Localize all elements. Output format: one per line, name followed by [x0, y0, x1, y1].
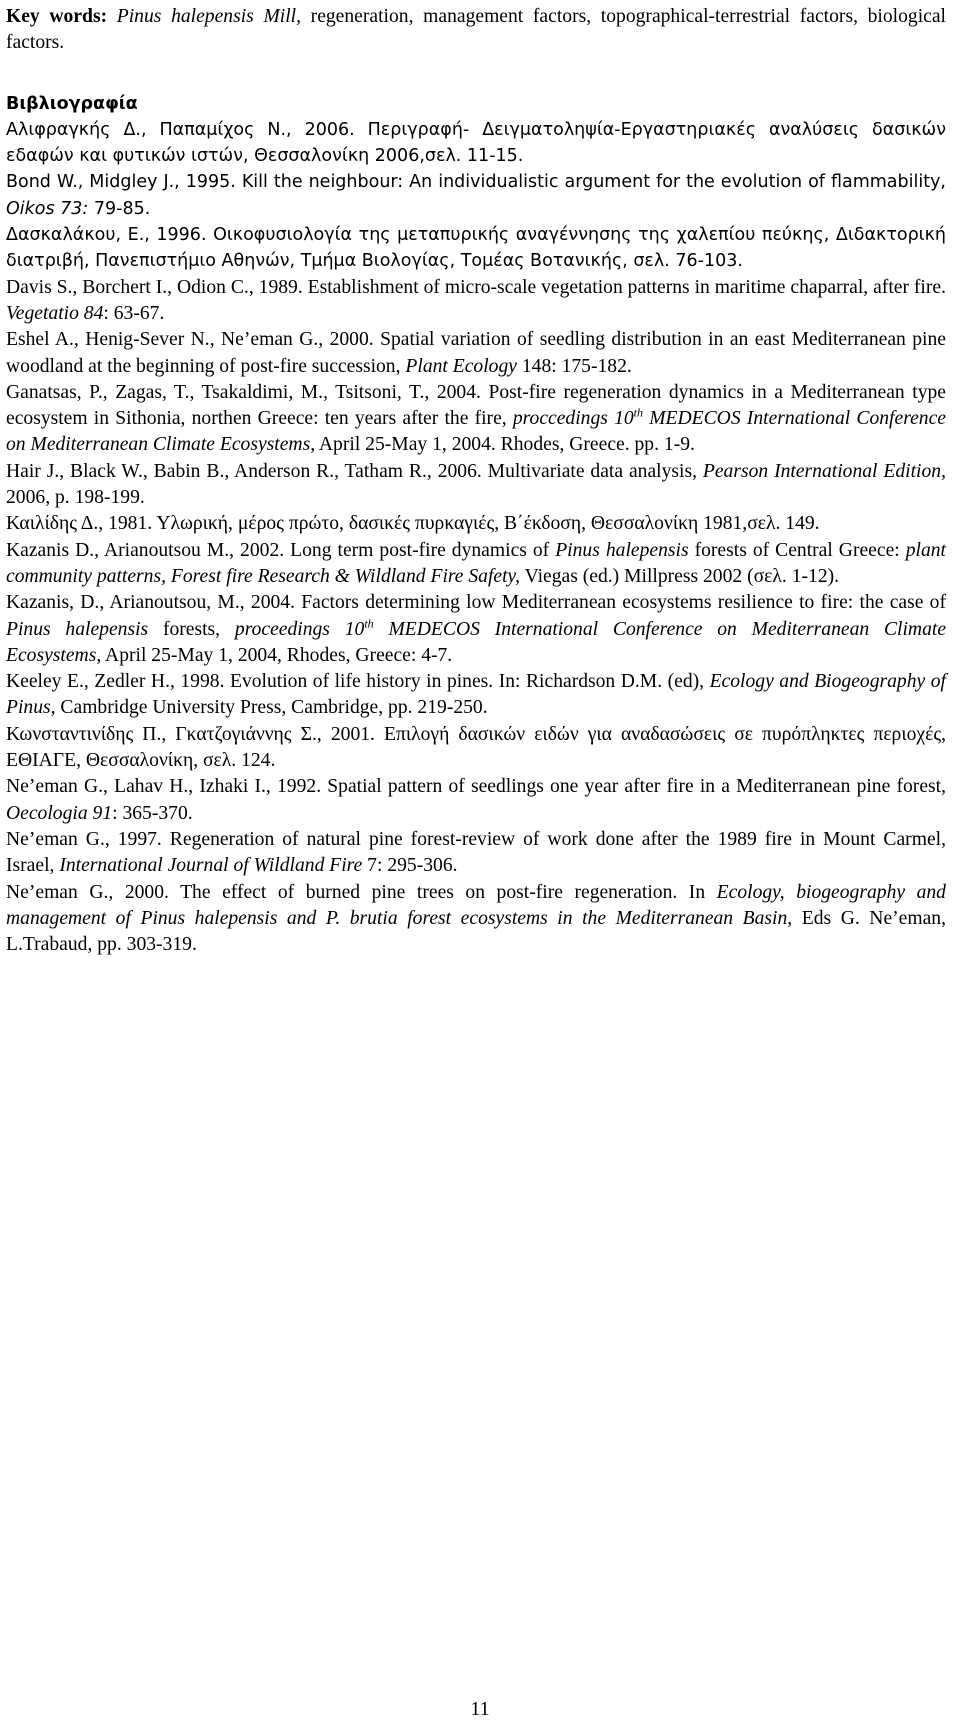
ref-text: Kazanis D., Arianoutsou M., 2002. Long term post-fire dynamics of — [6, 539, 556, 561]
ref-superscript: th — [364, 616, 374, 630]
ref-publisher: Pearson International Edition — [702, 460, 942, 482]
reference-ganatsas — [6, 380, 946, 459]
ref-text: Eshel A., Henig-Sever N., Ne’eman G., 2000. Spatial variation of seedling distribution in an east Mediterranean pine woodland at the beginning of post-fire succession, — [6, 329, 946, 377]
reference-kazanis-2002 — [6, 538, 946, 591]
ref-text: Kazanis, D., Arianoutsou, M., 2004. Factors determining low Mediterranean ecosystems resilience to fire: the case of — [6, 592, 946, 614]
ref-proceedings: proceedings 10 — [234, 618, 365, 640]
keywords-label: Key words: — [6, 6, 108, 27]
reference-daskalakou — [6, 222, 946, 275]
ref-superscript: th — [633, 405, 644, 420]
ref-text: 79-85. — [88, 198, 151, 219]
ref-text: , April 25-May 1, 2004, Rhodes, Greece: 4-7. — [96, 644, 453, 666]
reference-konstantinidis — [6, 722, 946, 775]
reference-aliphragkis — [6, 117, 946, 170]
ref-text: Αλιφραγκής Δ., Παπαμίχος Ν., 2006. — [6, 119, 368, 140]
ref-text: Cambridge University Press, Cambridge, pp. 219-250. — [55, 697, 488, 719]
ref-text: April 25-May 1, 2004. Rhodes, Greece. pp. 1-9. — [315, 434, 695, 456]
ref-conference: MEDECOS International Conference on Mediterranean Climate Ecosystems — [6, 618, 947, 666]
ref-text: Καιλίδης Δ., 1981. Υλωρική, μέρος πρώτο, δασικές πυρκαγιές, Β΄έκδοση, Θεσσαλονίκη 1981,σελ. 149. — [6, 513, 820, 535]
ref-text: Keeley E., Zedler H., 1998. Evolution of life history in pines. In: Richardson D.M. (ed), — [6, 671, 710, 693]
ref-journal: International Journal of Wildland Fire — [59, 855, 363, 877]
reference-hair — [6, 459, 946, 512]
reference-keeley — [6, 669, 946, 722]
ref-text: Δασκαλάκου, Ε., 1996. Οικοφυσιολογία της μεταπυρικής αναγέννησης της χαλεπίου πεύκης, Διδακτορική διατριβή, Πανεπιστήμιο Αθηνών, Τμήμα Βιολογίας, Τομέας Βοτανικής, σελ. 76-103. — [6, 225, 946, 272]
bibliography-heading: Βιβλιογραφία — [6, 93, 138, 114]
ref-journal: Oecologia 91 — [6, 802, 113, 824]
keywords-paragraph — [6, 4, 946, 57]
reference-kailidis — [6, 511, 946, 537]
reference-bond — [6, 169, 946, 222]
ref-book: Ecology and Biogeography of Pinus, — [6, 671, 946, 719]
keywords-species: Pinus halepensis Mill, — [116, 6, 301, 27]
ref-text: forests, — [148, 618, 235, 640]
ref-text: Ganatsas, P., Zagas, T., Tsakaldimi, M., Tsitsoni, T., 2004. Post-fire regeneration dynamics in a Mediterranean type ecosystem in Sithonia, northen Greece: ten years after the fire, — [6, 381, 946, 430]
ref-text: 7: 295-306. — [362, 855, 458, 877]
page-number: 11 — [470, 1698, 490, 1720]
ref-text: Κωνσταντινίδης Π., Γκατζογιάννης Σ., 2001. Επιλογή δασικών ειδών για αναδασώσεις σε πυρόπληκτες περιοχές, ΕΘΙΑΓΕ, Θεσσαλονίκη, σελ. 124. — [6, 723, 946, 772]
reference-neeman-1992 — [6, 774, 946, 827]
ref-text: forests of Central Greece: — [688, 539, 906, 561]
ref-text: Eds G. Ne’eman, L.Trabaud, pp. 303-319. — [6, 907, 947, 956]
ref-text: Περιγραφή- Δειγματοληψία-Εργαστηριακές αναλύσεις δασικών εδαφών και φυτικών ιστών, Θεσσαλονίκη 2006,σελ. 11-15. — [6, 119, 946, 167]
reference-eshel — [6, 327, 946, 380]
ref-text: , 2006, p. 198-199. — [6, 460, 946, 509]
ref-book: Ecology, biogeography and management of Pinus halepensis and P. brutia forest ecosystems in the Mediterranean Basin, — [6, 881, 946, 929]
reference-neeman-1997 — [6, 827, 946, 880]
ref-text: Davis S., Borchert I., Odion C., 1989. Establishment of micro-scale vegetation patterns in maritime chaparral, after fire. — [6, 276, 946, 298]
ref-text: Hair J., Black W., Babin B., Anderson R., Tatham R., 2006. Multivariate data analysis, — [6, 460, 703, 482]
reference-neeman-2000 — [6, 880, 946, 959]
ref-text: Ne’eman G., 2000. The effect of burned pine trees on post-fire regeneration. In — [6, 881, 717, 903]
ref-text: : 365-370. — [112, 802, 193, 824]
ref-text: Viegas (ed.) Millpress 2002 (σελ. 1-12). — [520, 565, 840, 587]
ref-text: : 63-67. — [103, 302, 165, 324]
ref-proceedings: proccedings 10 — [512, 408, 634, 430]
ref-journal: Vegetatio 84 — [6, 302, 104, 324]
ref-journal: Plant Ecology — [405, 355, 517, 377]
reference-kazanis-2004 — [6, 590, 946, 669]
ref-conference: MEDECOS International Conference on Mediterranean Climate Ecosystems, — [6, 408, 946, 456]
ref-text: Ne’eman G., Lahav H., Izhaki I., 1992. Spatial pattern of seedlings one year after fire in a Mediterranean pine forest, — [6, 776, 946, 798]
ref-text: Ne’eman G., 1997. Regeneration of natural pine forest-review of work done after the 1989 fire in Mount Carmel, Israel, — [6, 828, 946, 877]
reference-davis — [6, 275, 946, 328]
ref-text: Bond W., Midgley J., 1995. Kill the neighbour: An individualistic argument for the evolution of flammability, — [6, 172, 946, 193]
keywords-rest: regeneration, management factors, topographical-terrestrial factors, biological factors. — [6, 6, 946, 54]
ref-species: Pinus halepensis — [555, 539, 689, 561]
ref-species: Pinus halepensis — [6, 618, 149, 640]
ref-text: 148: 175-182. — [516, 355, 632, 377]
ref-source: plant community patterns, Forest fire Research & Wildland Fire Safety, — [6, 539, 946, 587]
ref-journal: Oikos 73: — [6, 198, 89, 219]
